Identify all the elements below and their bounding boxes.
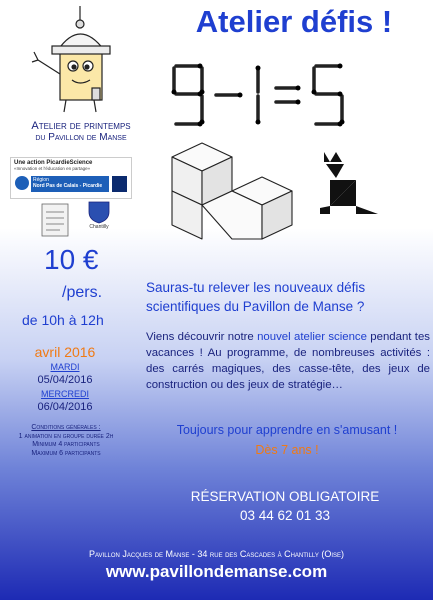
conditions-title: Conditions générales : (31, 424, 101, 431)
region-line2: Nord Pas de Calais - Picardie (33, 183, 103, 189)
matchstick-puzzle-illustration (170, 60, 370, 132)
picardie-line2: «Innovation et l'éducation en partage» (14, 166, 91, 171)
challenge-question: Sauras-tu relever les nouveaux défis scientifiques du Pavillon de Manse ? (146, 280, 366, 314)
chantilly-crest-icon (86, 200, 112, 224)
region-emblem-icon (15, 176, 29, 190)
description-intro: Viens découvrir notre (146, 331, 258, 343)
phone-number: 03 44 62 01 33 (239, 508, 331, 523)
day2-label: MERCREDI (40, 389, 89, 399)
tower-mascot-illustration (18, 4, 138, 116)
picardie-science-logo (10, 157, 132, 199)
day1-label: MARDI (50, 362, 80, 372)
description (146, 329, 430, 393)
chantilly-logo-text: Chantilly (89, 224, 109, 230)
age-requirement: Dès 7 ans ! (255, 443, 319, 457)
price-per-person: /pers. (62, 284, 103, 301)
month: avril 2016 (34, 344, 96, 360)
day1-date: 05/04/2016 (37, 374, 93, 386)
cubes-illustration (162, 135, 322, 245)
reservation-notice: RÉSERVATION OBLIGATOIRE (190, 489, 380, 504)
tagline: Toujours pour apprendre en s'amusant ! (176, 423, 398, 437)
page-title: Atelier défis ! (195, 4, 393, 39)
condition-item: 1 animation en groupe durée 2h (18, 432, 114, 440)
description-highlight: nouvel atelier science (257, 331, 367, 343)
day2-date: 06/04/2016 (37, 401, 93, 413)
atelier-line1: Atelier de printemps (31, 120, 131, 132)
tangram-cat-icon (316, 148, 382, 218)
region-line1: Région (33, 177, 49, 183)
description-rest: pendant tes vacances ! Au programme, de nombreuses activités : des carrés magiques, des casse-tête, des jeux de construction ou des jeux de stratégie… (146, 331, 430, 391)
conditions-block (2, 424, 130, 458)
condition-item: Maximum 6 participants (31, 449, 101, 457)
hours: de 10h à 12h (22, 312, 104, 328)
condition-item: Minimum 4 participants (32, 441, 100, 448)
website-link[interactable]: www.pavillondemanse.com (105, 562, 328, 581)
flag-logo-icon (112, 176, 127, 192)
atelier-heading (6, 120, 156, 143)
price: 10 € (44, 244, 99, 275)
atelier-line2: du Pavillon de Manse (35, 132, 127, 143)
address: Pavillon Jacques de Manse - 34 rue des Cascades à Chantilly (Oise) (88, 549, 344, 559)
association-logo-icon (36, 200, 74, 240)
picardie-line1: Une action PicardieScience (14, 160, 93, 166)
